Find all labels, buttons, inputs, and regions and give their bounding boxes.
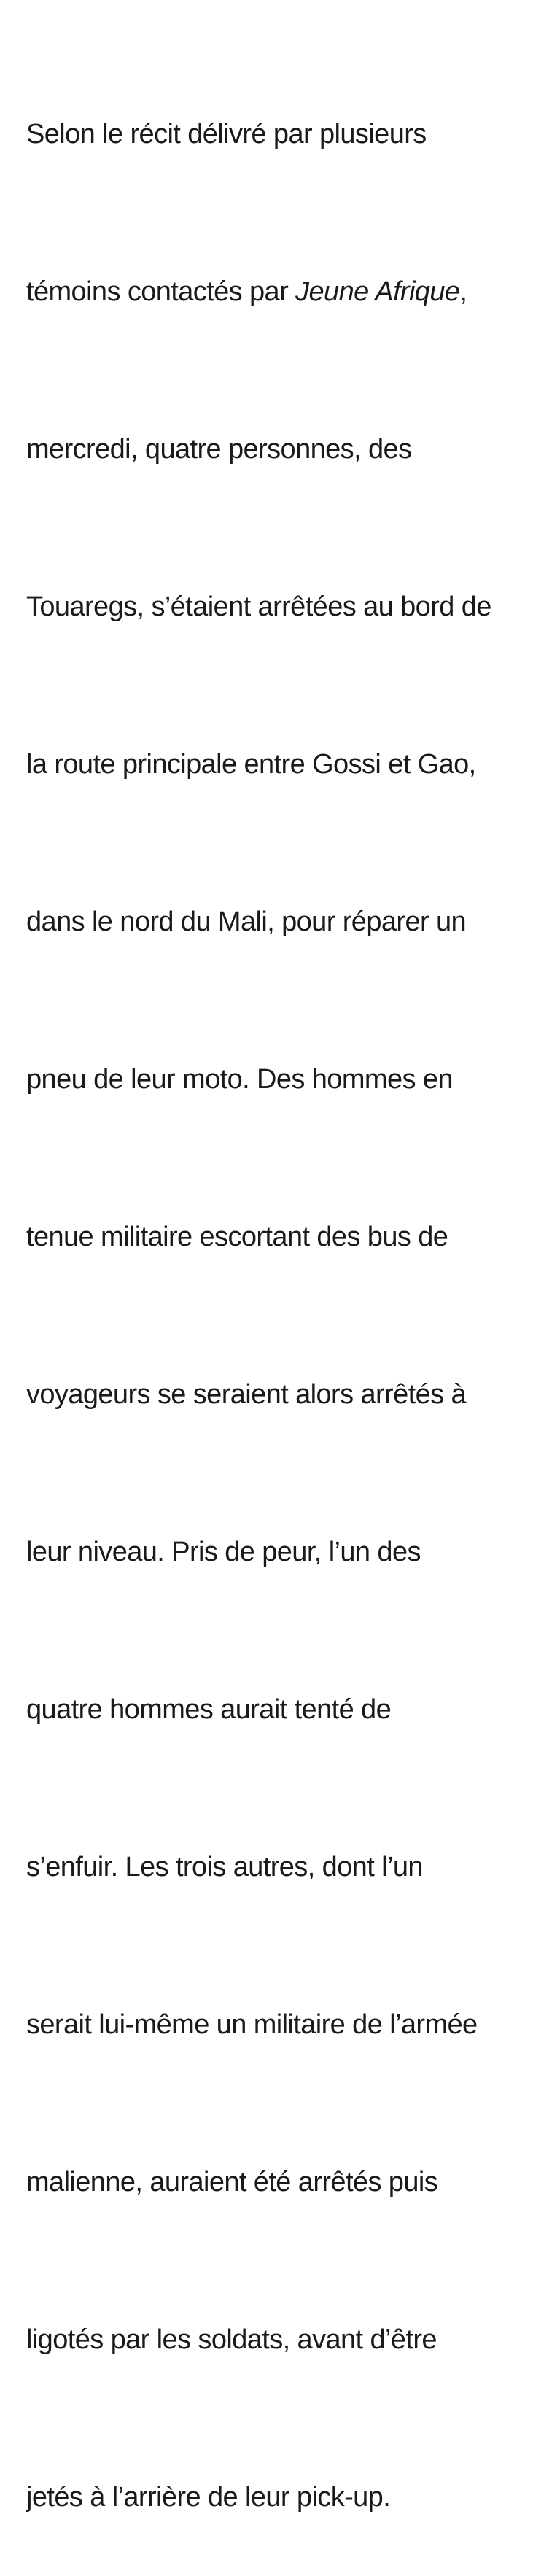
text-line (26, 738, 551, 791)
text-line (26, 581, 551, 633)
line-text: malienne, auraient été arrêtés puis (26, 2167, 438, 2197)
text-line (26, 2313, 551, 2366)
line-text: jetés à l’arrière de leur pick-up. (26, 2482, 391, 2513)
text-line (26, 108, 551, 160)
article-paragraph (26, 3, 551, 2576)
text-line (26, 2471, 551, 2523)
text-line (26, 265, 551, 318)
text-line (26, 1998, 551, 2051)
line-text: serait lui-même un militaire de l’armée (26, 2009, 478, 2040)
line-text: leur niveau. Pris de peur, l’un des (26, 1537, 421, 1567)
text-line (26, 1211, 551, 1263)
line-text: Selon le récit délivré par plusieurs (26, 119, 427, 150)
text-line (26, 1683, 551, 1736)
line-text: voyageurs se seraient alors arrêtés à (26, 1379, 467, 1410)
text-line (26, 423, 551, 476)
line-text: témoins contactés par (26, 276, 296, 307)
line-text: ligotés par les soldats, avant d’être (26, 2324, 437, 2355)
line-text: s’enfuir. Les trois autres, dont l’un (26, 1852, 423, 1882)
line-text: tenue militaire escortant des bus de (26, 1222, 448, 1252)
text-line (26, 1053, 551, 1106)
text-line (26, 1841, 551, 1893)
line-text: dans le nord du Mali, pour réparer un (26, 907, 467, 937)
text-line (26, 2156, 551, 2208)
line-text: pneu de leur moto. Des hommes en (26, 1064, 453, 1095)
line-text: la route principale entre Gossi et Gao, (26, 749, 476, 780)
text-line (26, 896, 551, 948)
line-text: Touaregs, s’étaient arrêtées au bord de (26, 591, 491, 622)
text-line (26, 1526, 551, 1578)
line-text: mercredi, quatre personnes, des (26, 434, 412, 465)
line-punctuation: , (459, 276, 467, 307)
text-line (26, 1368, 551, 1421)
publication-name: Jeune Afrique (295, 276, 460, 307)
line-text: quatre hommes aurait tenté de (26, 1694, 392, 1725)
